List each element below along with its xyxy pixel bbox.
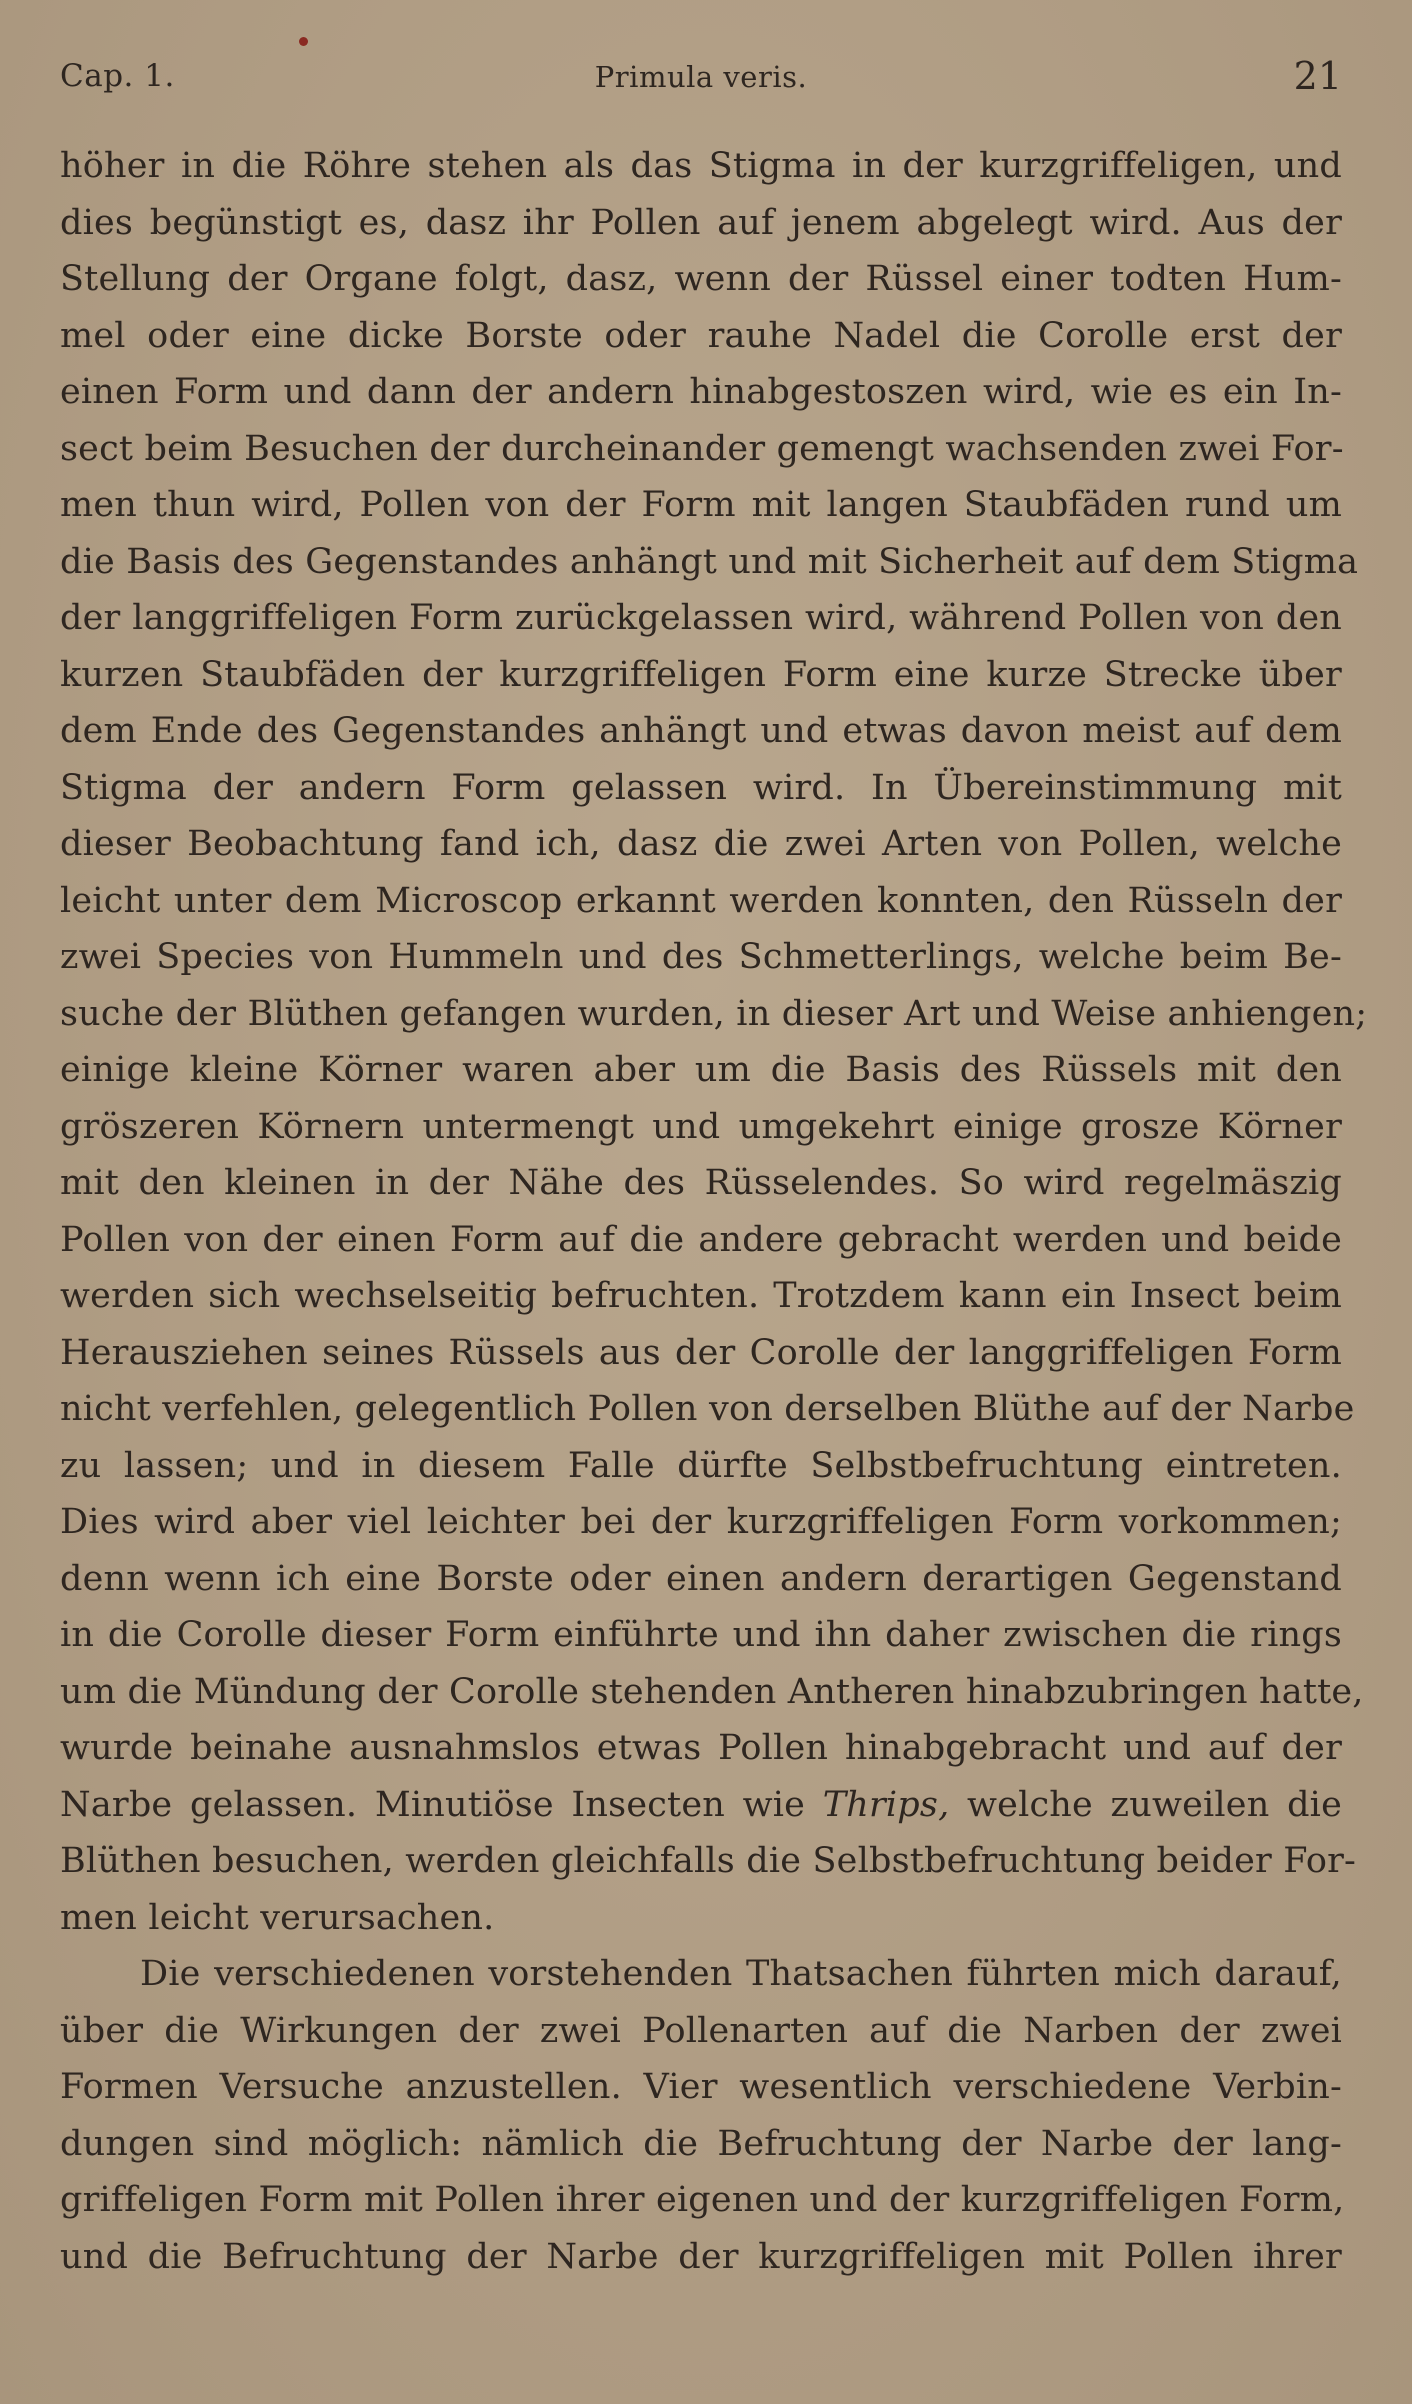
text-line: und die Befruchtung der Narbe der kurzgriffeligen mit Pollen ihrer: [60, 2236, 1342, 2277]
text-line: [60, 1777, 1342, 1834]
text-line: Herausziehen seines Rüssels aus der Corolle der langgriffeligen Form: [60, 1332, 1342, 1373]
text-line: Formen Versuche anzustellen. Vier wesentlich verschiedene Verbin-: [60, 2067, 1342, 2107]
text-line: Stigma der andern Form gelassen wird. In Übereinstimmung mit: [60, 767, 1342, 808]
running-title: Primula veris.: [594, 60, 808, 94]
running-header: [60, 54, 1342, 108]
text-run: welche zuweilen die: [949, 1784, 1342, 1825]
text-line: Die verschiedenen vorstehenden Thatsachen führten mich darauf,: [140, 1954, 1342, 1994]
text-line: mel oder eine dicke Borste oder rauhe Nadel die Corolle erst der: [60, 315, 1342, 356]
text-line: dem Ende des Gegenstandes anhängt und etwas davon meist auf dem: [60, 711, 1342, 751]
text-line: gröszeren Körnern untermengt und umgekehrt einige grosze Körner: [60, 1106, 1342, 1147]
text-line: kurzen Staubfäden der kurzgriffeligen Form eine kurze Strecke über: [60, 654, 1342, 695]
text-line: Pollen von der einen Form auf die andere gebracht werden und beide: [60, 1219, 1342, 1260]
text-line: einen Form und dann der andern hinabgestoszen wird, wie es ein In-: [60, 372, 1342, 412]
body-text: [60, 138, 1368, 2285]
text-line: suche der Blüthen gefangen wurden, in dieser Art und Weise anhiengen;: [60, 993, 1368, 1034]
text-line: Blüthen besuchen, werden gleichfalls die Selbstbefruchtung beider For-: [60, 1841, 1357, 1881]
text-line: nicht verfehlen, gelegentlich Pollen von derselben Blüthe auf der Narbe: [60, 1389, 1355, 1429]
text-line: denn wenn ich eine Borste oder einen andern derartigen Gegenstand: [60, 1558, 1342, 1599]
paragraph-2: [60, 1946, 1345, 2285]
text-line: leicht unter dem Microscop erkannt werden konnten, den Rüsseln der: [60, 880, 1342, 921]
text-line: höher in die Röhre stehen als das Stigma in der kurzgriffeligen, und: [60, 146, 1342, 186]
text-line: um die Mündung der Corolle stehenden Antheren hinabzubringen hatte,: [60, 1671, 1364, 1712]
chapter-label: Cap. 1.: [60, 58, 175, 94]
text-line: dieser Beobachtung fand ich, dasz die zwei Arten von Pollen, welche: [60, 824, 1342, 864]
text-line: men leicht verursachen.: [60, 1897, 495, 1938]
text-line: griffeligen Form mit Pollen ihrer eigenen und der kurzgriffeligen Form,: [60, 2180, 1345, 2220]
text-run: Narbe gelassen. Minutiöse Insecten wie: [60, 1784, 823, 1825]
text-line: der langgriffeligen Form zurückgelassen wird, während Pollen von den: [60, 598, 1342, 638]
text-line: über die Wirkungen der zwei Pollenarten auf die Narben der zwei: [60, 2010, 1342, 2051]
page-number: 21: [1293, 54, 1342, 98]
text-line: dies begünstigt es, dasz ihr Pollen auf jenem abgelegt wird. Aus der: [60, 202, 1342, 243]
text-line: einige kleine Körner waren aber um die Basis des Rüssels mit den: [60, 1050, 1342, 1090]
text-line: sect beim Besuchen der durcheinander gemengt wachsenden zwei For-: [60, 428, 1344, 469]
ink-speck: [299, 37, 308, 46]
text-line: Stellung der Organe folgt, dasz, wenn der Rüssel einer todten Hum-: [60, 259, 1342, 299]
text-line: wurde beinahe ausnahmslos etwas Pollen hinabgebracht und auf der: [60, 1728, 1342, 1768]
text-line: die Basis des Gegenstandes anhängt und mit Sicherheit auf dem Stigma: [60, 541, 1359, 582]
text-line: zwei Species von Hummeln und des Schmetterlings, welche beim Be-: [60, 937, 1342, 977]
text-line: men thun wird, Pollen von der Form mit langen Staubfäden rund um: [60, 485, 1342, 525]
text-line: Dies wird aber viel leichter bei der kurzgriffeligen Form vorkommen;: [60, 1502, 1342, 1542]
text-line: dungen sind möglich: nämlich die Befruchtung der Narbe der lang-: [60, 2123, 1342, 2164]
text-line: mit den kleinen in der Nähe des Rüsselendes. So wird regelmäszig: [60, 1163, 1342, 1203]
italic-species-name: Thrips,: [822, 1784, 950, 1825]
text-line: in die Corolle dieser Form einführte und ihn daher zwischen die rings: [60, 1615, 1342, 1655]
paragraph-1: [60, 138, 1368, 1946]
text-line: zu lassen; und in diesem Falle dürfte Selbstbefruchtung eintreten.: [60, 1445, 1342, 1486]
text-line: werden sich wechselseitig befruchten. Trotzdem kann ein Insect beim: [60, 1276, 1342, 1316]
